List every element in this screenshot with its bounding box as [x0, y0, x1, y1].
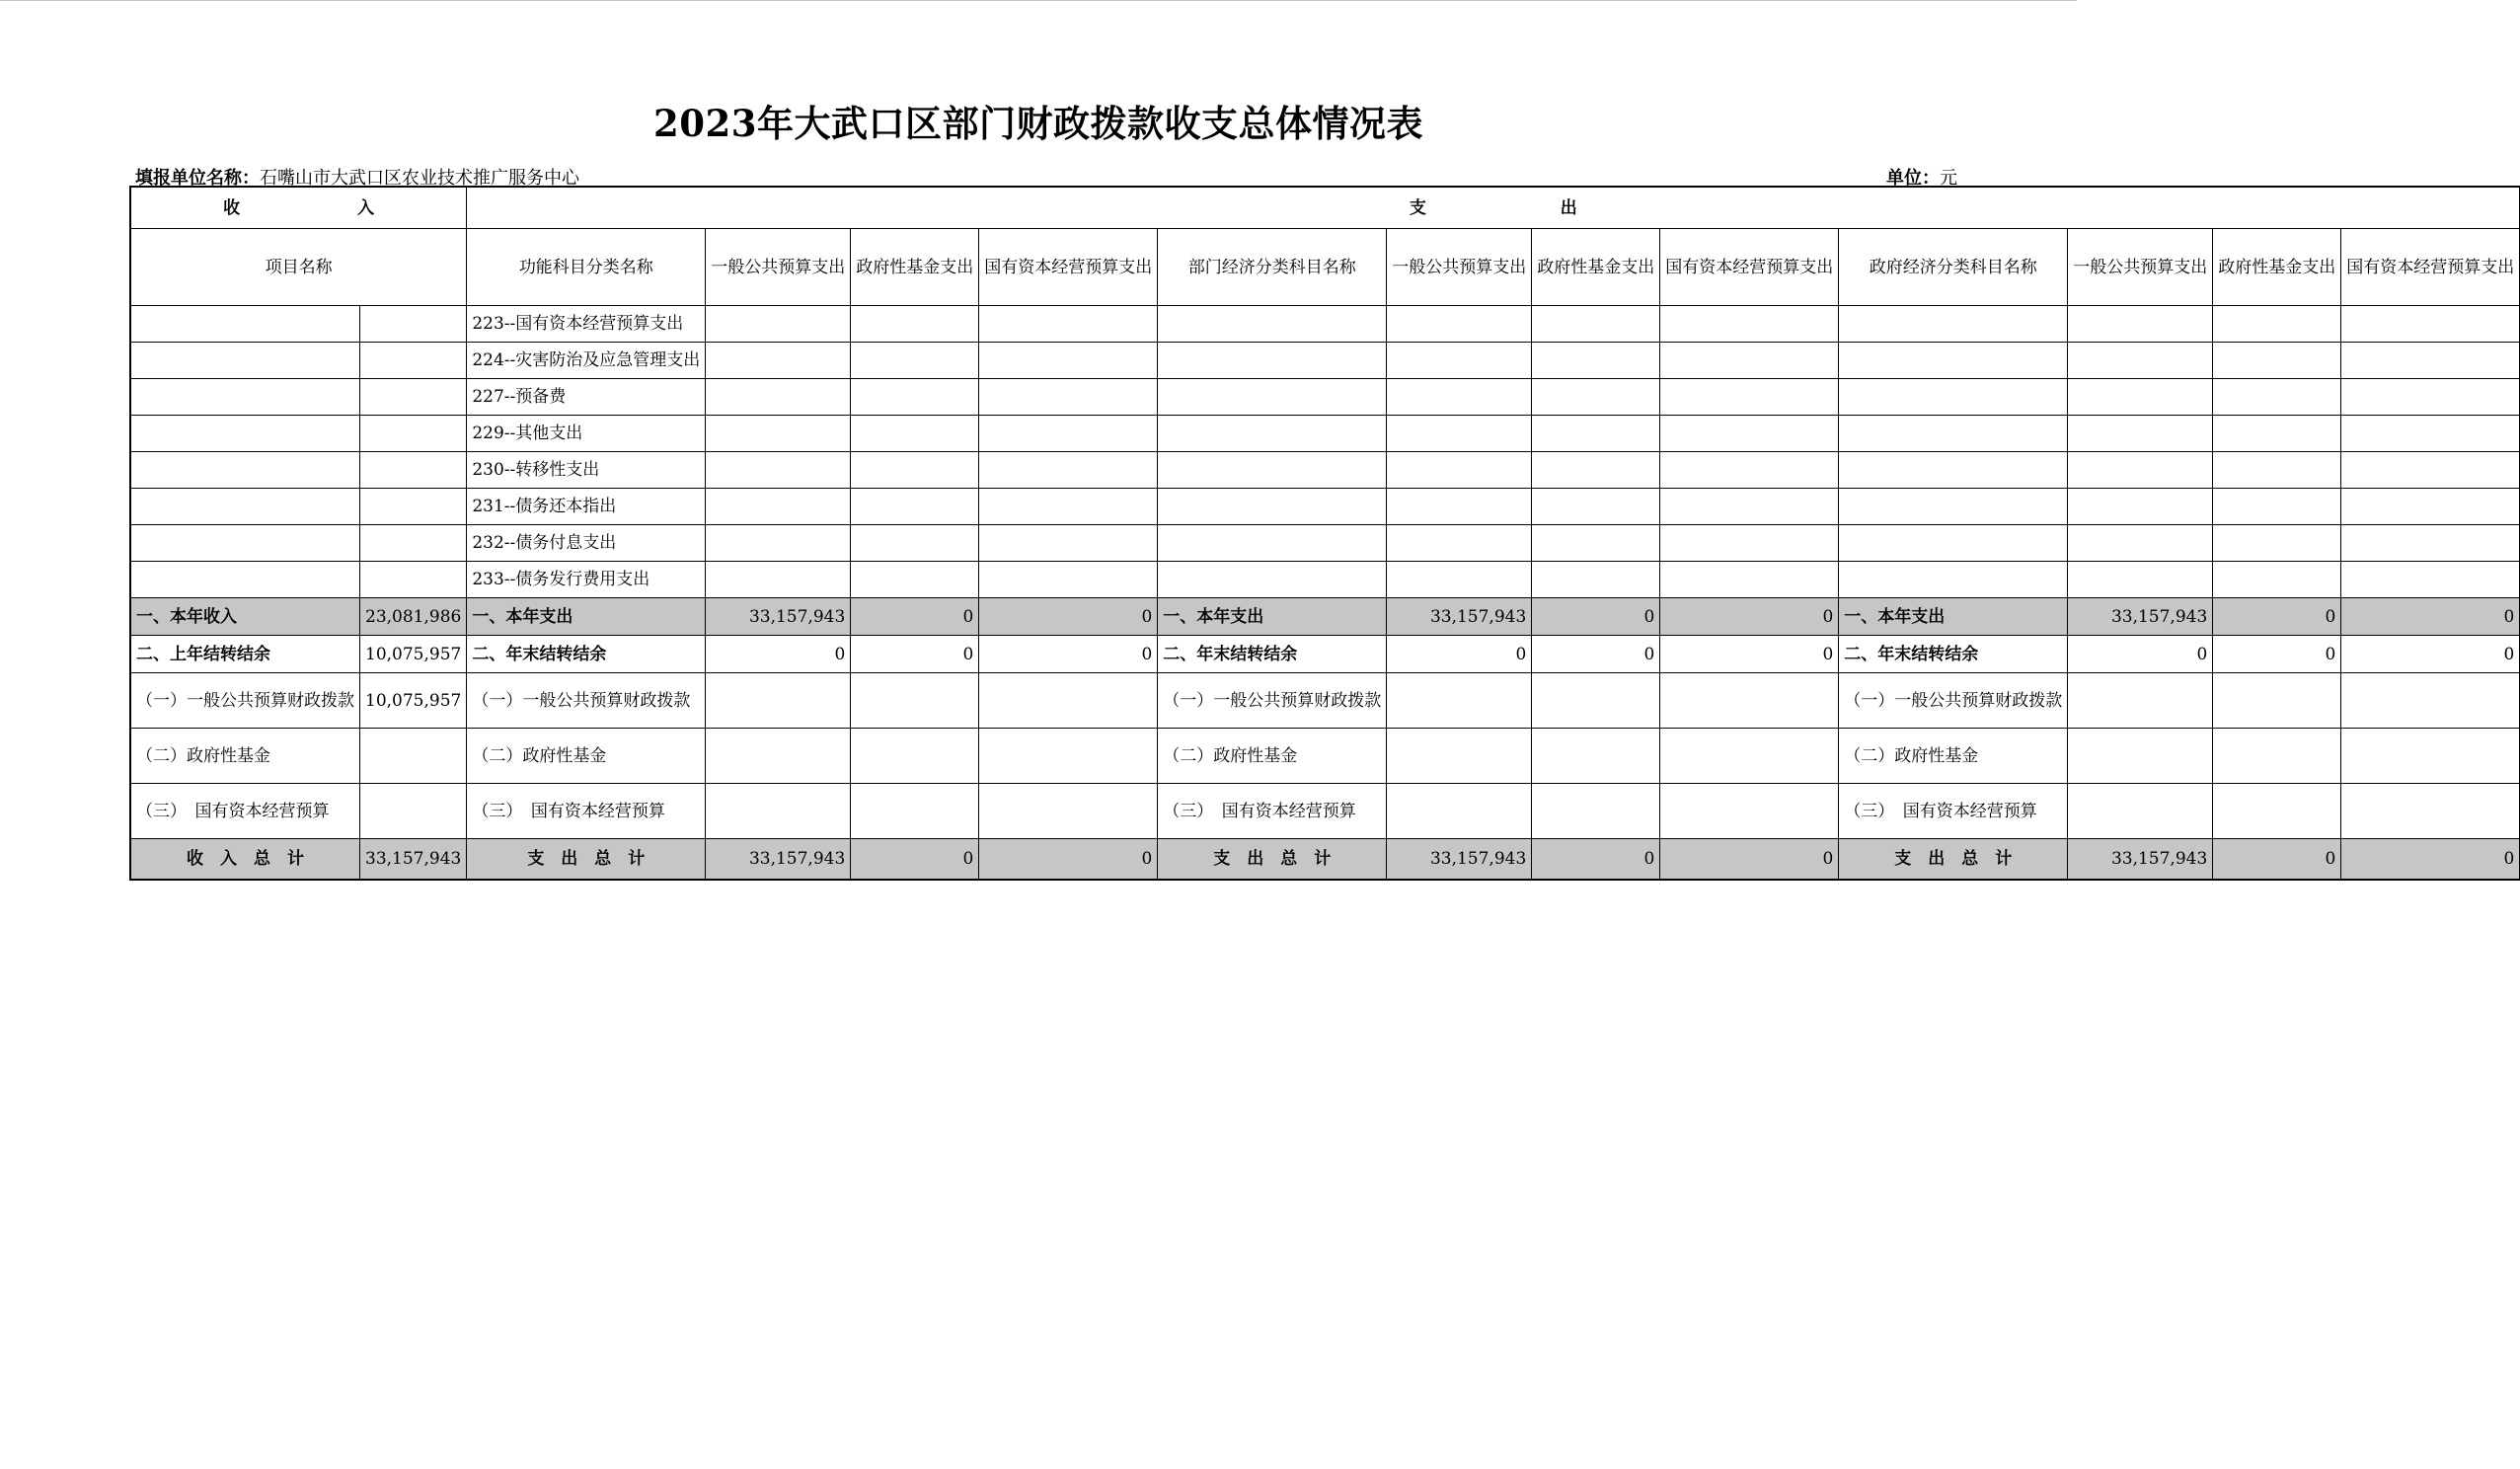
header-column-row	[131, 229, 2520, 306]
gov-sub-label: （一）一般公共预算财政拨款	[1839, 673, 2068, 729]
empty-cell	[2213, 452, 2341, 489]
empty-cell	[1660, 489, 1839, 525]
empty-cell	[979, 673, 1158, 729]
empty-cell	[706, 416, 851, 452]
dept-sub-label: （三） 国有资本经营预算	[1158, 784, 1387, 839]
func-category-cell: 230--转移性支出	[467, 452, 706, 489]
income-value-cell	[360, 416, 467, 452]
dept-value: 0	[1660, 636, 1839, 673]
func-category-cell: 227--预备费	[467, 379, 706, 416]
empty-cell	[2068, 489, 2213, 525]
empty-cell	[1532, 343, 1660, 379]
empty-cell	[2068, 452, 2213, 489]
empty-cell	[2068, 379, 2213, 416]
general-budget-header-1: 一般公共预算支出	[706, 229, 851, 306]
empty-cell	[1660, 784, 1839, 839]
income-label-cell	[131, 306, 360, 343]
dept-value: 33,157,943	[1387, 598, 1532, 636]
carryover-sub-row	[131, 729, 2520, 784]
dept-value: 0	[1660, 839, 1839, 880]
gov-value: 0	[2068, 636, 2213, 673]
empty-cell	[1532, 673, 1660, 729]
table-row	[131, 343, 2520, 379]
income-label-cell	[131, 452, 360, 489]
empty-cell	[851, 379, 979, 416]
empty-cell	[1387, 379, 1532, 416]
empty-cell	[851, 343, 979, 379]
empty-cell	[2068, 525, 2213, 562]
income-group-header: 收 入	[131, 188, 467, 229]
general-budget-header-2: 一般公共预算支出	[1387, 229, 1532, 306]
table-row	[131, 489, 2520, 525]
unit-label: 单位：	[1886, 168, 1940, 189]
empty-cell	[2341, 489, 2520, 525]
empty-cell	[2068, 729, 2213, 784]
empty-cell	[1839, 343, 2068, 379]
empty-cell	[1532, 729, 1660, 784]
table-row	[131, 525, 2520, 562]
empty-cell	[2213, 729, 2341, 784]
income-value: 10,075,957	[360, 636, 467, 673]
func-value: 0	[979, 839, 1158, 880]
empty-cell	[2213, 562, 2341, 598]
gov-fund-header-1: 政府性基金支出	[851, 229, 979, 306]
income-value-cell	[360, 525, 467, 562]
empty-cell	[1387, 525, 1532, 562]
empty-cell	[706, 489, 851, 525]
empty-cell	[706, 562, 851, 598]
func-value: 0	[979, 636, 1158, 673]
state-capital-header-2: 国有资本经营预算支出	[1660, 229, 1839, 306]
empty-cell	[2213, 784, 2341, 839]
empty-cell	[706, 379, 851, 416]
empty-cell	[979, 343, 1158, 379]
empty-cell	[706, 784, 851, 839]
empty-cell	[2068, 416, 2213, 452]
item-name-header: 项目名称	[131, 229, 467, 306]
empty-cell	[1660, 729, 1839, 784]
income-label-cell	[131, 489, 360, 525]
carryover-row	[131, 636, 2520, 673]
empty-cell	[2068, 306, 2213, 343]
year-summary-row	[131, 598, 2520, 636]
empty-cell	[2213, 379, 2341, 416]
empty-cell	[851, 452, 979, 489]
empty-cell	[1660, 562, 1839, 598]
func-category-cell: 224--灾害防治及应急管理支出	[467, 343, 706, 379]
empty-cell	[2068, 784, 2213, 839]
gov-label: 二、年末结转结余	[1839, 636, 2068, 673]
income-label-cell	[131, 562, 360, 598]
dept-value: 33,157,943	[1387, 839, 1532, 880]
empty-cell	[1532, 489, 1660, 525]
grand-total-row	[131, 839, 2520, 880]
empty-cell	[1839, 452, 2068, 489]
income-label-cell	[131, 379, 360, 416]
empty-cell	[1158, 562, 1387, 598]
func-value: 0	[851, 598, 979, 636]
func-value: 0	[979, 598, 1158, 636]
empty-cell	[2341, 416, 2520, 452]
empty-cell	[1158, 525, 1387, 562]
carryover-sub-row	[131, 784, 2520, 839]
empty-cell	[979, 729, 1158, 784]
empty-cell	[1387, 562, 1532, 598]
func-category-cell: 231--债务还本指出	[467, 489, 706, 525]
empty-cell	[979, 452, 1158, 489]
empty-cell	[851, 562, 979, 598]
empty-cell	[1532, 416, 1660, 452]
income-value-cell	[360, 379, 467, 416]
empty-cell	[1660, 525, 1839, 562]
empty-cell	[1839, 525, 2068, 562]
unit-value: 元	[1940, 168, 1957, 189]
func-name-header: 功能科目分类名称	[467, 229, 706, 306]
func-sub-label: （三） 国有资本经营预算	[467, 784, 706, 839]
income-label-cell	[131, 343, 360, 379]
empty-cell	[1387, 452, 1532, 489]
table-row	[131, 452, 2520, 489]
empty-cell	[1532, 306, 1660, 343]
empty-cell	[979, 489, 1158, 525]
empty-cell	[851, 306, 979, 343]
state-capital-header-1: 国有资本经营预算支出	[979, 229, 1158, 306]
func-sub-label: （二）政府性基金	[467, 729, 706, 784]
income-value-cell	[360, 452, 467, 489]
empty-cell	[706, 343, 851, 379]
dept-value: 0	[1532, 598, 1660, 636]
empty-cell	[979, 784, 1158, 839]
empty-cell	[1158, 343, 1387, 379]
gov-value: 0	[2341, 839, 2520, 880]
func-label: 二、年末结转结余	[467, 636, 706, 673]
gov-fund-header-2: 政府性基金支出	[1532, 229, 1660, 306]
gov-label: 支 出 总 计	[1839, 839, 2068, 880]
empty-cell	[1387, 306, 1532, 343]
empty-cell	[979, 525, 1158, 562]
empty-cell	[1158, 489, 1387, 525]
dept-econ-name-header: 部门经济分类科目名称	[1158, 229, 1387, 306]
empty-cell	[1387, 343, 1532, 379]
org-name: 石嘴山市大武口区农业技术推广服务中心	[260, 168, 579, 189]
income-value-cell	[360, 489, 467, 525]
income-sub-label: （三） 国有资本经营预算	[131, 784, 360, 839]
empty-cell	[706, 729, 851, 784]
func-category-cell: 223--国有资本经营预算支出	[467, 306, 706, 343]
income-label: 一、本年收入	[131, 598, 360, 636]
empty-cell	[979, 306, 1158, 343]
empty-cell	[706, 525, 851, 562]
func-sub-label: （一）一般公共预算财政拨款	[467, 673, 706, 729]
func-label: 一、本年支出	[467, 598, 706, 636]
income-sub-label: （一）一般公共预算财政拨款	[131, 673, 360, 729]
empty-cell	[2213, 416, 2341, 452]
table-row	[131, 416, 2520, 452]
org-label: 填报单位名称：	[135, 168, 260, 189]
empty-cell	[1387, 416, 1532, 452]
empty-cell	[2341, 306, 2520, 343]
func-label: 支 出 总 计	[467, 839, 706, 880]
income-value: 23,081,986	[360, 598, 467, 636]
page-top-border	[0, 0, 2077, 1]
table-row	[131, 379, 2520, 416]
empty-cell	[979, 379, 1158, 416]
empty-cell	[1158, 379, 1387, 416]
empty-cell	[851, 784, 979, 839]
empty-cell	[1532, 562, 1660, 598]
table-row	[131, 562, 2520, 598]
empty-cell	[851, 729, 979, 784]
empty-cell	[2341, 343, 2520, 379]
empty-cell	[706, 673, 851, 729]
income-label: 二、上年结转结余	[131, 636, 360, 673]
income-label-cell	[131, 525, 360, 562]
empty-cell	[1839, 379, 2068, 416]
gov-value: 33,157,943	[2068, 839, 2213, 880]
table-row	[131, 306, 2520, 343]
func-value: 33,157,943	[706, 598, 851, 636]
empty-cell	[1839, 416, 2068, 452]
empty-cell	[2341, 729, 2520, 784]
empty-cell	[2068, 673, 2213, 729]
empty-cell	[851, 416, 979, 452]
empty-cell	[1158, 306, 1387, 343]
empty-cell	[1839, 489, 2068, 525]
empty-cell	[2213, 525, 2341, 562]
gov-fund-header-3: 政府性基金支出	[2213, 229, 2341, 306]
func-value: 33,157,943	[706, 839, 851, 880]
func-category-cell: 233--债务发行费用支出	[467, 562, 706, 598]
header-group-row	[131, 188, 2520, 229]
dept-label: 支 出 总 计	[1158, 839, 1387, 880]
dept-value: 0	[1532, 636, 1660, 673]
func-category-cell: 229--其他支出	[467, 416, 706, 452]
carryover-sub-row	[131, 673, 2520, 729]
dept-label: 一、本年支出	[1158, 598, 1387, 636]
income-sub-value	[360, 729, 467, 784]
empty-cell	[1158, 416, 1387, 452]
empty-cell	[1660, 306, 1839, 343]
empty-cell	[1158, 452, 1387, 489]
func-value: 0	[851, 636, 979, 673]
dept-value: 0	[1532, 839, 1660, 880]
income-value-cell	[360, 562, 467, 598]
income-sub-value: 10,075,957	[360, 673, 467, 729]
empty-cell	[1532, 452, 1660, 489]
func-category-cell: 232--债务付息支出	[467, 525, 706, 562]
empty-cell	[1387, 729, 1532, 784]
empty-cell	[2213, 306, 2341, 343]
empty-cell	[1660, 452, 1839, 489]
empty-cell	[1532, 784, 1660, 839]
empty-cell	[2341, 379, 2520, 416]
income-value-cell	[360, 343, 467, 379]
empty-cell	[1387, 489, 1532, 525]
income-value: 33,157,943	[360, 839, 467, 880]
gov-value: 0	[2213, 839, 2341, 880]
dept-value: 0	[1660, 598, 1839, 636]
income-label: 收 入 总 计	[131, 839, 360, 880]
dept-label: 二、年末结转结余	[1158, 636, 1387, 673]
table-body	[131, 188, 2520, 880]
empty-cell	[979, 416, 1158, 452]
empty-cell	[1387, 784, 1532, 839]
gov-value: 0	[2341, 598, 2520, 636]
empty-cell	[1660, 673, 1839, 729]
empty-cell	[2068, 343, 2213, 379]
empty-cell	[2213, 343, 2341, 379]
empty-cell	[1387, 673, 1532, 729]
general-budget-header-3: 一般公共预算支出	[2068, 229, 2213, 306]
empty-cell	[2341, 452, 2520, 489]
empty-cell	[2213, 673, 2341, 729]
income-value-cell	[360, 306, 467, 343]
page-title: 2023年大武口区部门财政拨款收支总体情况表	[653, 102, 1423, 145]
gov-value: 0	[2213, 636, 2341, 673]
gov-sub-label: （二）政府性基金	[1839, 729, 2068, 784]
income-label-cell	[131, 416, 360, 452]
empty-cell	[1532, 379, 1660, 416]
gov-sub-label: （三） 国有资本经营预算	[1839, 784, 2068, 839]
empty-cell	[2068, 562, 2213, 598]
empty-cell	[2341, 784, 2520, 839]
empty-cell	[1660, 379, 1839, 416]
income-sub-label: （二）政府性基金	[131, 729, 360, 784]
income-sub-value	[360, 784, 467, 839]
gov-econ-name-header: 政府经济分类科目名称	[1839, 229, 2068, 306]
empty-cell	[1839, 562, 2068, 598]
empty-cell	[851, 489, 979, 525]
empty-cell	[706, 306, 851, 343]
func-value: 0	[851, 839, 979, 880]
dept-sub-label: （一）一般公共预算财政拨款	[1158, 673, 1387, 729]
empty-cell	[851, 525, 979, 562]
dept-sub-label: （二）政府性基金	[1158, 729, 1387, 784]
empty-cell	[979, 562, 1158, 598]
empty-cell	[1660, 416, 1839, 452]
empty-cell	[1839, 306, 2068, 343]
empty-cell	[2213, 489, 2341, 525]
gov-value: 33,157,943	[2068, 598, 2213, 636]
gov-value: 0	[2341, 636, 2520, 673]
empty-cell	[1532, 525, 1660, 562]
gov-value: 0	[2213, 598, 2341, 636]
state-capital-header-3: 国有资本经营预算支出	[2341, 229, 2520, 306]
empty-cell	[2341, 525, 2520, 562]
expense-group-header: 支 出	[467, 188, 2520, 229]
gov-label: 一、本年支出	[1839, 598, 2068, 636]
func-value: 0	[706, 636, 851, 673]
empty-cell	[851, 673, 979, 729]
empty-cell	[2341, 673, 2520, 729]
empty-cell	[2341, 562, 2520, 598]
empty-cell	[706, 452, 851, 489]
dept-value: 0	[1387, 636, 1532, 673]
empty-cell	[1660, 343, 1839, 379]
finance-table	[130, 187, 2520, 880]
